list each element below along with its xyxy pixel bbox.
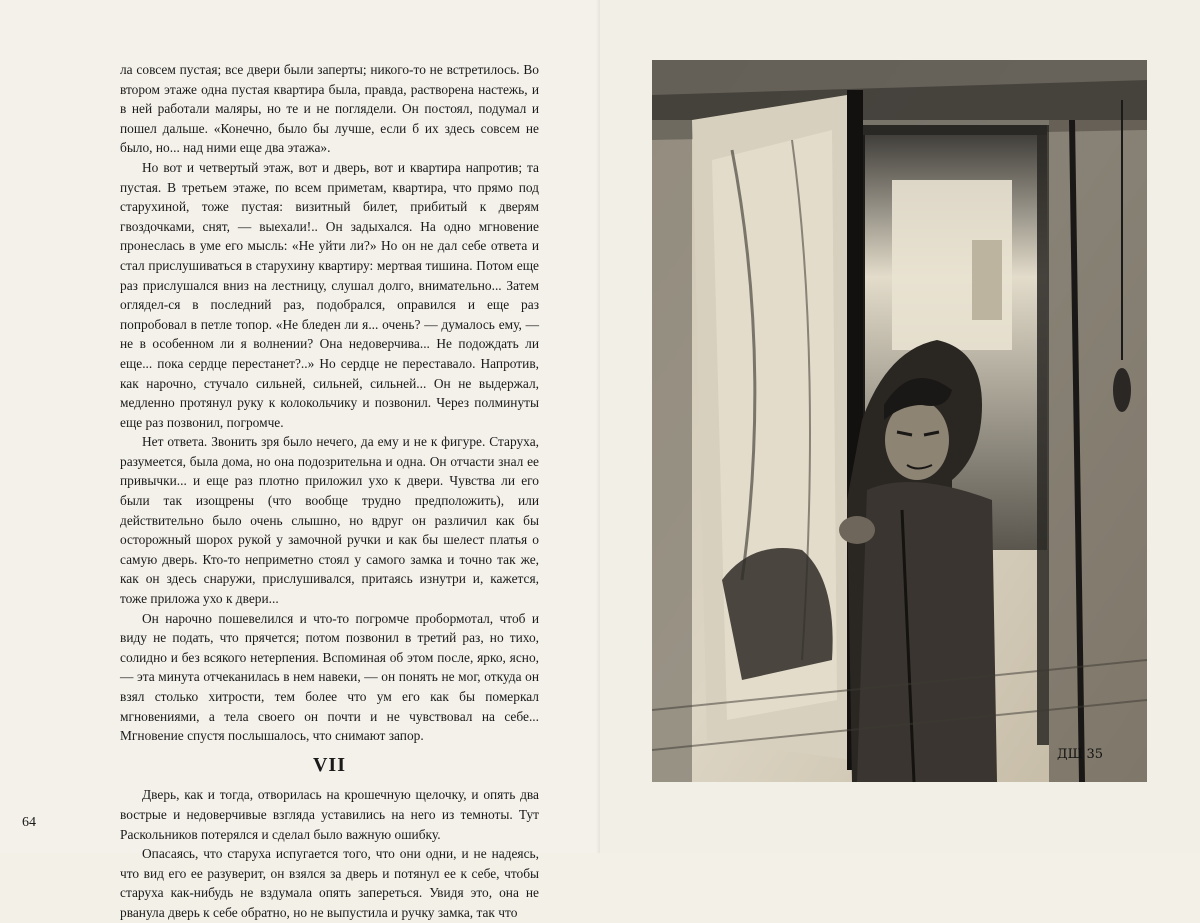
paragraph: Он нарочно пошевелился и что-то погромче пробормотал, чтоб и виду не подать, что прячется; потом позвонил в третий раз, но тихо, солидно и без всякого нетерпения. Вспоминая об этом после, ярко, ясно, — эта минута отчеканилась в нем навеки, — он понять не мог, откуда он взял столько хитрости, тем более что ум его как бы померкал мгновениями, а тела своего он почти и не чувствовал на себе... Мгновение спустя послышалось, что снимают запор.: [120, 610, 539, 744]
signature: ДШ 35: [1057, 747, 1104, 762]
paragraph: Опасаясь, что старуха испугается того, что они одни, и не надеясь, что вид его ее разуверит, он взялся за дверь и потянул ее к себе, чтобы старуха как-нибудь не вздумала опять запереться. Увидя это, она не рванула дверь к себе обратно, но не выпустила и ручку замка, так что: [120, 846, 539, 920]
paragraph: ла совсем пустая; все двери были заперты; никого-то не встретилось. Во втором этаже одна пустая квартира была, правда, растворена настежь, и в ней работали маляры, но те и не поглядели. Он постоял, подумал и пошел дальше. «Конечно, было бы лучше, если б их здесь совсем не было, но... над ними еще два этажа».: [120, 62, 539, 156]
illustration-charcoal-drawing: [652, 60, 1147, 782]
drawing-svg: [652, 60, 1147, 782]
left-page: [0, 0, 600, 920]
page-number: 64: [22, 815, 36, 830]
paragraph: Дверь, как и тогда, отворилась на крошечную щелочку, и опять два вострые и недоверчивые взгляда уставились на него из темноты. Тут Раскольников потерялся и сделал было важную ошибку.: [120, 787, 539, 842]
chapter-heading: VII: [312, 753, 346, 776]
paragraph: Нет ответа. Звонить зря было нечего, да ему и не к фигуре. Старуха, разумеется, была дома, но она подозрительна и одна. Он отчасти знал ее привычки... и еще раз плотно приложил ухо к двери. Чувства ли его были так изощрены (что вообще трудно предположить), или действительно было очень слышно, но вдруг он различил как бы осторожный шорох рукой у замочной ручки и как бы шелест платья о самую дверь. Кто-то неприметно стоял у самого замка и точно так же, как он здесь снаружи, прислушивался, притаясь изнутри и, кажется, тоже приложа ухо к двери...: [120, 434, 539, 607]
body-text: [120, 60, 539, 923]
paragraph: Но вот и четвертый этаж, вот и дверь, вот и квартира напротив; та пустая. В третьем этаже, по всем приметам, квартира, что прямо под старухиной, тоже пустая: визитный билет, прибитый к дверям гвоздочками, снят, — выехали!.. Он задыхался. На одно мгновение пронеслась в уме его мысль: «Не уйти ли?» Но он не дал себе ответа и стал прислушиваться в старухину квартиру: мертвая тишина. Потом еще раз прислушался вниз на лестницу, слушал долго, внимательно... Затем оглядел-ся в последний раз, подобрался, оправился и еще раз попробовал в петле топор. «Не бледен ли я... очень? — думалось ему, — не в особенном ли я волнении? Она недоверчива... Не подождать ли еще... пока сердце перестанет?..» Но сердце не переставало. Напротив, как нарочно, стучало сильней, сильней, сильней... Он не выдержал, медленно протянул руку к колокольчику и позвонил. Через полминуты еще раз позвонил, погромче.: [120, 159, 539, 430]
